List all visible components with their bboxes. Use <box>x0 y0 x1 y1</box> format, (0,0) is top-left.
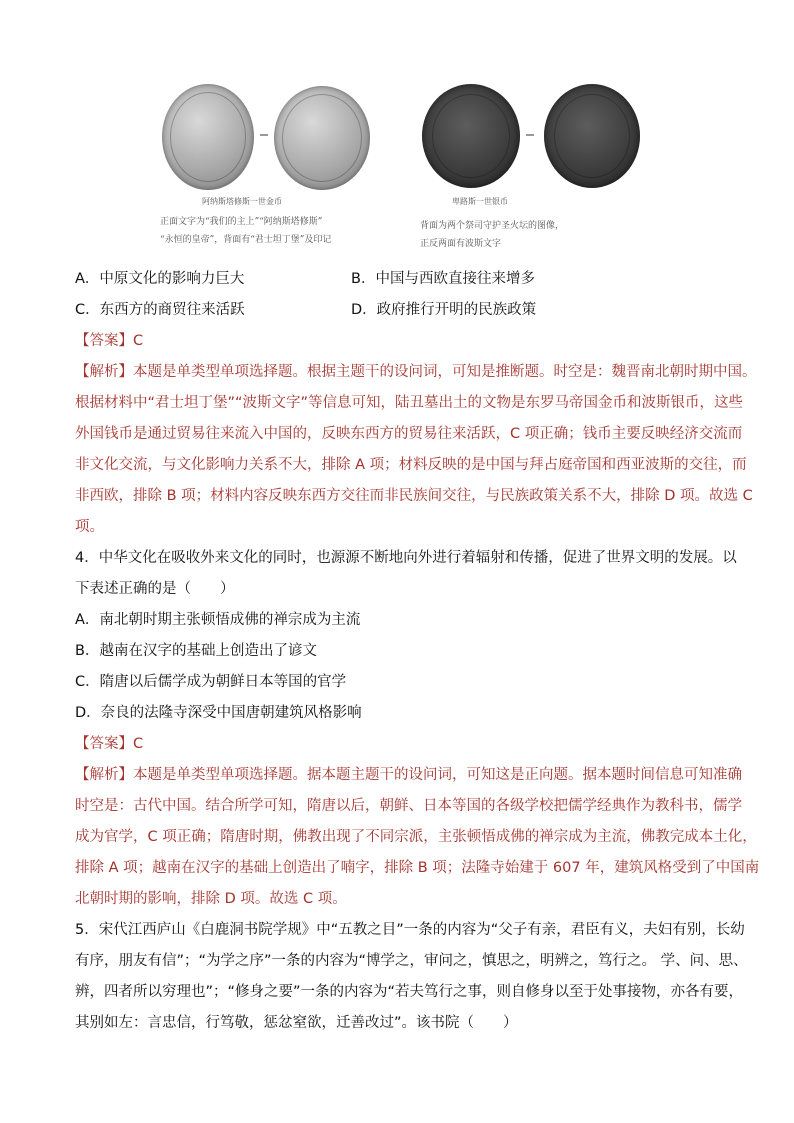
analysis-line: 时空是：古代中国。结合所学可知，隋唐以后，朝鲜、日本等国的各级学校把儒学经典作为教科书，儒学 <box>75 798 742 814</box>
coin-separator <box>526 134 534 136</box>
answer-line: 【答案】C <box>75 736 144 752</box>
option-a: A．南北朝时期主张顿悟成佛的禅宗成为主流 <box>75 612 361 628</box>
question-4-stem: 4．中华文化在吸收外来文化的同时，也源源不断地向外进行着辐射和传播，促进了世界文明的发展。以 <box>75 550 737 566</box>
option-a: A．中原文化的影响力巨大 <box>75 271 245 287</box>
gold-coin-obverse-image <box>162 84 254 190</box>
analysis-line: 成为官学，C 项正确；隋唐时期，佛教出现了不同宗派，主张顿悟成佛的禅宗成为主流，佛教完成本土化， <box>75 829 757 845</box>
coin-separator <box>260 134 268 136</box>
right-caption-line: 正反两面有波斯文字 <box>420 239 502 249</box>
option-d: D．奈良的法隆寺深受中国唐朝建筑风格影响 <box>75 705 362 721</box>
option-c: C．东西方的商贸往来活跃 <box>75 302 245 318</box>
silver-coin-obverse-image <box>422 84 520 188</box>
analysis-line: 外国钱币是通过贸易往来流入中国的，反映东西方的贸易往来活跃，C 项正确；钱币主要反映经济交流而 <box>75 426 743 442</box>
question-5-stem: 5．宋代江西庐山《白鹿洞书院学规》中“五教之目”一条的内容为“父子有亲，君臣有义，夫妇有别，长幼 <box>75 922 745 938</box>
analysis-line: 排除 A 项；越南在汉字的基础上创造出了喃字，排除 B 项；法隆寺始建于 607 年，建筑风格受到了中国南 <box>75 860 760 876</box>
analysis-line: 根据材料中“君士坦丁堡”“波斯文字”等信息可知，陆丑墓出土的文物是东罗马帝国金币和波斯银币，这些 <box>75 395 744 411</box>
left-caption-line: 正面文字为“我们的主上”“阿纳斯塔修斯” <box>160 217 323 227</box>
left-caption-title: 阿纳斯塔修斯一世金币 <box>202 197 282 206</box>
right-caption-title: 卑路斯一世银币 <box>452 197 508 206</box>
silver-coin-reverse-image <box>544 84 640 188</box>
analysis-line: 【解析】本题是单类型单项选择题。根据主题干的设问词，可知是推断题。时空是：魏晋南北朝时期中国。 <box>75 364 757 380</box>
option-b: B．中国与西欧直接往来增多 <box>351 271 535 287</box>
analysis-line: 北朝时期的影响，排除 D 项。故选 C 项。 <box>75 891 347 907</box>
option-b: B．越南在汉字的基础上创造出了谚文 <box>75 643 317 659</box>
question-4-stem: 下表述正确的是（ ） <box>75 581 235 597</box>
coins-figure <box>150 78 650 250</box>
gold-coin-reverse-image <box>274 86 370 190</box>
analysis-line: 项。 <box>75 519 104 535</box>
left-caption-line: “永恒的皇帝”，背面有“君士坦丁堡”及印记 <box>160 235 332 245</box>
analysis-line: 非文化交流，与文化影响力关系不大，排除 A 项；材料反映的是中国与拜占庭帝国和西亚波斯的交往，而 <box>75 457 747 473</box>
question-5-stem: 辨，四者所以穷理也”；“修身之要”一条的内容为“若夫笃行之事，则自修身以至于处事接物，亦各有要， <box>75 984 744 1000</box>
question-5-stem: 其别如左：言忠信，行笃敬，惩忿窒欲，迁善改过”。该书院（ ） <box>75 1015 518 1031</box>
right-caption-line: 背面为两个祭司守护圣火坛的图像， <box>420 221 565 231</box>
analysis-line: 非西欧，排除 B 项；材料内容反映东西方交往而非民族间交往，与民族政策关系不大，排除 D 项。故选 C <box>75 488 753 504</box>
analysis-line: 【解析】本题是单类型单项选择题。据本题主题干的设问词，可知这是正向题。据本题时间信息可知准确 <box>75 767 742 783</box>
question-5-stem: 有序，朋友有信”；“为学之序”一条的内容为“博学之，审问之，慎思之，明辨之，笃行之。 学、问、思、 <box>75 953 748 969</box>
question-3-block <box>75 264 760 1039</box>
answer-line: 【答案】C <box>75 333 144 349</box>
option-row <box>75 295 725 326</box>
option-row <box>75 264 725 295</box>
option-d: D．政府推行开明的民族政策 <box>351 302 537 318</box>
option-c: C．隋唐以后儒学成为朝鲜日本等国的官学 <box>75 674 347 690</box>
